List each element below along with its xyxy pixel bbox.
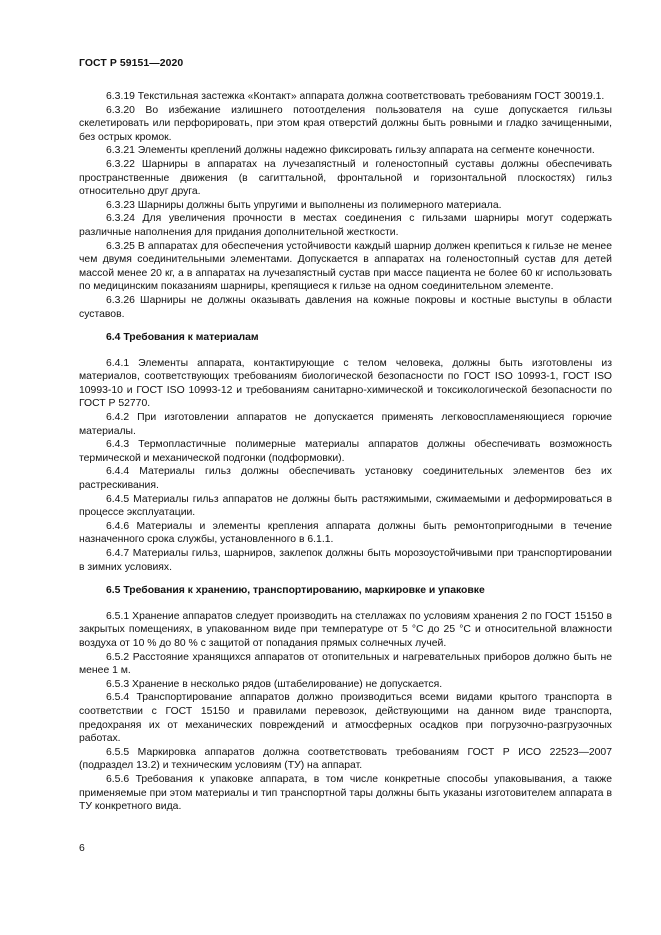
paragraph-6-3-24: 6.3.24 Для увеличения прочности в местах соединения с гильзами шарниры могут содержать различные наполнения для придания дополнительной жесткости.	[79, 213, 612, 238]
section-heading-6-5: 6.5 Требования к хранению, транспортированию, маркировке и упаковке	[106, 585, 485, 597]
paragraph-6-3-21: 6.3.21 Элементы креплений должны надежно фиксировать гильзу аппарата на сегменте конечности.	[106, 145, 595, 157]
paragraph-6-4-1: 6.4.1 Элементы аппарата, контактирующие с телом человека, должны быть изготовлены из материалов, соответствующих требованиям биологической безопасности по ГОСТ ISO 10993-1, ГОСТ ISO 10993-10 и ГОСТ ISO 10993-12 и требованиям санитарно-химической и токсикологической безопасности по ГОСТ Р 52770.	[79, 357, 612, 410]
section-6-3-tail	[79, 90, 612, 321]
section-heading-6-4: 6.4 Требования к материалам	[106, 332, 259, 344]
paragraph-6-5-4: 6.5.4 Транспортирование аппаратов должно производиться всеми видами крытого транспорта в соответствии с ГОСТ 15150 и правилами перевозок, действующими на данном виде транспорта, предохраняя их от механических повреждений и атмосферных осадков при погрузочно-разгрузочных работах.	[79, 692, 612, 745]
paragraph-6-3-26: 6.3.26 Шарниры не должны оказывать давления на кожные покровы и костные выступы в области суставов.	[79, 294, 612, 320]
paragraph-6-5-2: 6.5.2 Расстояние хранящихся аппаратов от отопительных и нагревательных приборов должно быть не менее 1 м.	[79, 651, 612, 677]
page-number: 6	[79, 843, 85, 854]
paragraph-6-3-23: 6.3.23 Шарниры должны быть упругими и выполнены из полимерного материала.	[106, 199, 502, 211]
paragraph-6-3-20: 6.3.20 Во избежание излишнего потоотделения пользователя на суше допускается гильзы скелетировать или перфорировать, при этом края отверстий должны быть ровными и гладко зачищенными, без острых кромок.	[79, 104, 612, 143]
document-body	[79, 90, 612, 814]
paragraph-6-5-3: 6.5.3 Хранение в несколько рядов (штабелирование) не допускается.	[106, 678, 443, 690]
document-header: ГОСТ Р 59151—2020	[79, 58, 184, 69]
section-6-4	[79, 331, 612, 574]
paragraph-6-3-25: 6.3.25 В аппаратах для обеспечения устойчивости каждый шарнир должен крепиться к гильзе не менее чем двумя соединительными элементами. Допускается в аппаратах на голеностопный сустав для детей массой менее 20 кг, а в аппаратах на лучезапястный сустав при массе пациента не более 60 кг использовать по медицинским показаниям шарниры, крепящиеся к гильзе на одном соединительном элементе.	[79, 240, 612, 293]
paragraph-6-4-2: 6.4.2 При изготовлении аппаратов не допускается применять легковоспламеняющиеся горючие материалы.	[79, 412, 612, 437]
paragraph-6-3-19: 6.3.19 Текстильная застежка «Контакт» аппарата должна соответствовать требованиям ГОСТ 30019.1.	[106, 91, 605, 102]
paragraph-6-4-6: 6.4.6 Материалы и элементы крепления аппарата должны быть ремонтопригодными в течение назначенного срока службы, установленного в 6.1.1.	[79, 520, 612, 546]
paragraph-6-5-5: 6.5.5 Маркировка аппаратов должна соответствовать требованиям ГОСТ Р ИСО 22523—2007 (подраздел 13.2) и техническим условиям (ТУ) на аппарат.	[79, 746, 612, 772]
section-6-5	[79, 584, 612, 814]
paragraph-6-4-3: 6.4.3 Термопластичные полимерные материалы аппаратов должны обеспечивать возможность термической и механической подгонки (подформовки).	[79, 439, 612, 464]
paragraph-6-4-7: 6.4.7 Материалы гильз, шарниров, заклепок должны быть морозоустойчивыми при транспортировании в зимних условиях.	[79, 548, 612, 573]
paragraph-6-5-1: 6.5.1 Хранение аппаратов следует производить на стеллажах по условиям хранения 2 по ГОСТ 15150 в закрытых помещениях, в упакованном виде при температуре от 5 °С до 25 °С и относительной влажности воздуха от 10 % до 80 % с защитой от попадания прямых солнечных лучей.	[79, 610, 612, 649]
paragraph-6-5-6: 6.5.6 Требования к упаковке аппарата, в том числе конкретные способы упаковывания, а также применяемые при этом материалы и тип транспортной тары должны быть указаны изготовителем аппарата в ТУ конкретного вида.	[79, 773, 612, 813]
paragraph-6-4-4: 6.4.4 Материалы гильз должны обеспечивать установку соединительных элементов без их растрескивания.	[79, 466, 612, 492]
paragraph-6-3-22: 6.3.22 Шарниры в аппаратах на лучезапястный и голеностопный суставы должны обеспечивать пространственные движения (в сагиттальной, фронтальной и горизонтальной плоскостях) гильз относительно друг друга.	[79, 158, 612, 198]
paragraph-6-4-5: 6.4.5 Материалы гильз аппаратов не должны быть растяжимыми, сжимаемыми и деформироваться в процессе эксплуатации.	[79, 493, 612, 519]
